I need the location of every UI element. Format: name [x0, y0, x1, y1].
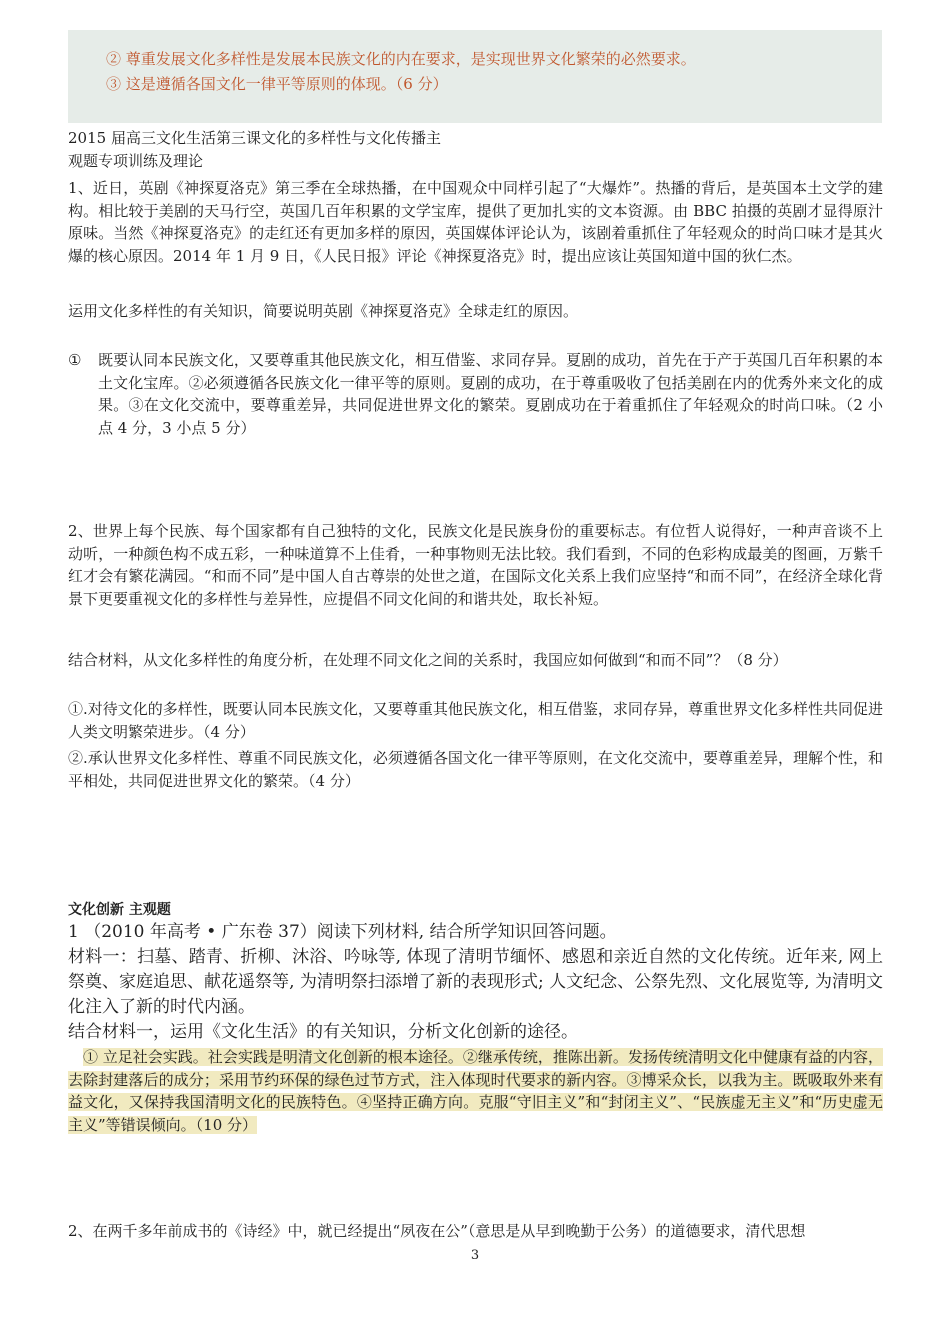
document-title — [68, 127, 883, 172]
section-q2-start: 2、在两千多年前成书的《诗经》中，就已经提出“夙夜在公”（意思是从早到晚勤于公务）的道德要求，清代思想 — [68, 1222, 806, 1240]
question-1-material: 1、近日，英剧《神探夏洛克》第三季在全球热播，在中国观众中同样引起了“大爆炸”。热播的背后，是英国本土文学的建构。相比较于美剧的天马行空，英国几百年积累的文学宝库，提供了更加扎实的文本资源。由 BBC 拍摄的英剧才显得原汁原味。当然《神探夏洛克》的走红还有更加多样的原因，英国媒体评论认为，该剧着重抓住了年轻观众的时尚口味才是其火爆的核心原因。2014 年 1 月 9 日，《人民日报》评论《神探夏洛克》时，提出应该让英国知道中国的狄仁杰。 — [68, 179, 883, 266]
highlighted-answer: ① 立足社会实践。社会实践是明清文化创新的根本途径。②继承传统，推陈出新。发扬传统清明文化中健康有益的内容，去除封建落后的成分；采用节约环保的绿色过节方式，注入体现时代要求的新内容。③博采众长，以我为主。既吸取外来有益文化，又保持我国清明文化的民族特色。④坚持正确方向。克服“守旧主义”和“封闭主义”、“民族虚无主义”和“历史虚无主义”等错误倾向。（10 分） — [68, 1048, 883, 1135]
question-1-prompt: 运用文化多样性的有关知识，简要说明英剧《神探夏洛克》全球走红的原因。 — [68, 302, 579, 320]
answer-line-3: ③ 这是遵循各国文化一律平等原则的体现。（6 分） — [106, 75, 448, 93]
title-line-2: 观题专项训练及理论 — [68, 151, 204, 170]
section-q1-answer — [68, 1046, 883, 1137]
question-2-answer-2: ②.承认世界文化多样性、尊重不同民族文化，必须遵循各国文化一律平等原则，在文化交流中，要尊重差异，理解个性，和平相处，共同促进世界文化的繁荣。（4 分） — [68, 749, 883, 790]
question-1-answer — [68, 349, 883, 440]
section-q1-material: 材料一：扫墓、踏青、折柳、沐浴、吟咏等, 体现了清明节缅怀、感恩和亲近自然的文化传统。近年来, 网上祭奠、家庭追思、献花遥祭等, 为清明祭扫添增了新的表现形式; 人文纪念、公祭先烈、文化展览等, 为清明文化注入了新的时代内涵。 — [68, 947, 883, 1017]
question-2-answer-1: ①.对待文化的多样性，既要认同本民族文化，又要尊重其他民族文化，相互借鉴，求同存异，尊重世界文化多样性共同促进人类文明繁荣进步。（4 分） — [68, 700, 883, 741]
question-2-material: 2、世界上每个民族、每个国家都有自己独特的文化，民族文化是民族身份的重要标志。有位哲人说得好，一种声音谈不上动听，一种颜色构不成五彩，一种味道算不上佳肴，一种事物则无法比较。我们看到，不同的色彩构成最美的图画，万紫千红才会有繁花满园。“和而不同”是中国人自古尊崇的处世之道，在国际文化关系上我们应坚持“和而不同”，在经济全球化背景下更要重视文化的多样性与差异性，应提倡不同文化间的和谐共处，取长补短。 — [68, 522, 883, 609]
answer-body: 既要认同本民族文化，又要尊重其他民族文化，相互借鉴、求同存异。夏剧的成功，首先在于产于英国几百年积累的本土文化宝库。②必须遵循各民族文化一律平等的原则。夏剧的成功，在于尊重吸收了包括美剧在内的优秀外来文化的成果。③在文化交流中，要尊重差异，共同促进世界文化的繁荣。夏剧成功在于着重抓住了年轻观众的时尚口味。（2 小点 4 分，3 小点 5 分） — [98, 351, 883, 438]
answer-number: ① — [68, 351, 82, 369]
section-heading: 文化创新 主观题 — [68, 902, 171, 918]
title-line-1: 2015 届高三文化生活第三课文化的多样性与文化传播主 — [68, 129, 441, 147]
section-q1-question: 结合材料一，运用《文化生活》的有关知识，分析文化创新的途径。 — [68, 1022, 578, 1042]
page-number: 3 — [470, 1248, 480, 1263]
answer-line-2: ② 尊重发展文化多样性是发展本民族文化的内在要求，是实现世界文化繁荣的必然要求。 — [106, 50, 696, 68]
answer-highlight-box — [68, 30, 882, 123]
question-2-prompt: 结合材料，从文化多样性的角度分析，在处理不同文化之间的关系时，我国应如何做到“和而不同”？（8 分） — [68, 651, 788, 669]
section-q1-intro: 1 （2010 年高考 • 广东卷 37）阅读下列材料, 结合所学知识回答问题。 — [68, 922, 617, 942]
